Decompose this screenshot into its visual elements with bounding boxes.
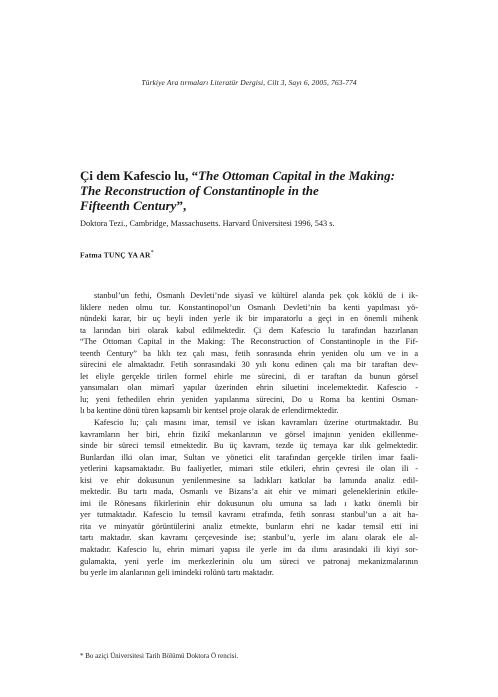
footnote-marker: * xyxy=(150,250,154,256)
body-line: ta larından biri olarak kabul edilmektedir. Çi dem Kafescio lu tarafından hazırlanan xyxy=(80,325,418,335)
body-line: rita ve minyatür görüntülerini analiz etmekte, bunların ehri ne kadar temsil etti ini xyxy=(80,521,418,531)
body-line: let eliyle gerçekle tirilen formel ehirle me sürecini, di er taraftan da bunun görsel xyxy=(80,371,418,381)
footnote: * Bo aziçi Üniversitesi Tarih Bölümü Doktora Ö rencisi. xyxy=(80,652,239,660)
title-author-prefix: Çi dem Kafescio lu, “ xyxy=(80,168,199,183)
title-suffix: ”, xyxy=(176,198,187,213)
body-line: maktadır. Kafescio lu, ehrin mimari yapısı ile yerle im da ılımı arasındaki ili kiyi sor- xyxy=(80,545,418,555)
body-line: Kafescio lu; çalı masını imar, temsil ve iskan kavramları üzerine oturtmaktadır. Bu xyxy=(94,418,418,428)
body-line: kavramların her biri, ehrin fizikî mekanlarının ve görsel imajının yeniden ekillenme- xyxy=(80,429,418,439)
journal-citation: Türkiye Ara tırmaları Literatür Dergisi, Cilt 3, Sayı 6, 2005, 763-774 xyxy=(141,78,357,87)
title-italic-line-3: Fifteenth Century xyxy=(80,198,177,213)
body-line: nündeki karar, bir uç beyli inden yerle ik bir imparatorlu a geçi in en önemli mihenk xyxy=(80,314,418,324)
reviewer-name-text: Fatma TUNÇ YA AR xyxy=(80,250,151,260)
publication-details: Doktora Tezi., Cambridge, Massachusetts. Harvard Üniversitesi 1996, 543 s. xyxy=(80,219,335,228)
body-line: gulamakta, yeni yerle im merkezlerinin olu um süreci ve patronaj mekanizmalarının xyxy=(80,556,418,566)
body-line: imi ile Rönesans fikirlerinin ehir dokusunun olu umuna sa ladı ı katkı önemli bir xyxy=(80,498,418,508)
title-italic-line-2: The Reconstruction of Constantinople in the xyxy=(80,183,319,198)
reviewer-name xyxy=(80,250,154,260)
body-text xyxy=(80,290,418,579)
body-line: yetlerini kapsamaktadır. Bu faaliyetler, mimari stile etkileri, ehrin çevresi ile olan ili - xyxy=(80,464,418,474)
body-line: yansımaları olan mimarî yapılar üzerinden ehrin siluetini incelemektedir. Kafescio - xyxy=(80,383,418,393)
body-line: “The Ottoman Capital in the Making: The Reconstruction of Constantinople in the Fif- xyxy=(80,337,418,347)
body-line: teenth Century” ba lıklı tez çalı ması, fetih sonrasında ehrin yeniden olu um ve in a xyxy=(80,348,418,358)
review-title xyxy=(80,168,420,213)
body-line: Bunlardan ilki olan imar, Sultan ve yönetici elit tarafından gerçekle tirilen imar faali- xyxy=(80,452,418,462)
body-line: lı ba kentine dönü türen kapsamlı bir kentsel proje olarak de erlendirmektedir. xyxy=(80,406,339,416)
body-line: mektedir. Bu tartı mada, Osmanlı ve Bizans’a ait ehir ve mimari geleneklerinin etkile- xyxy=(80,487,418,497)
title-italic-line-1: The Ottoman Capital in the Making: xyxy=(198,168,395,183)
body-line: liklere neden olmu tur. Konstantinopol’un Osmanlı Devleti’nin ba kenti yapılması yö- xyxy=(80,302,418,312)
body-line: kisi ve ehir dokusunun yenilenmesine sa ladıkları katkılar ba lamında analiz edil- xyxy=(80,475,418,485)
body-line: bu yerle im alanlarının geli imindeki rolünü tartı maktadır. xyxy=(80,568,274,578)
body-line: sürecini ele almaktadır. Fetih sonrasındaki 30 yılı konu edinen çalı ma bir taraftan dev- xyxy=(80,360,418,370)
body-line: stanbul’un fethi, Osmanlı Devleti’nde siyasî ve kültürel alanda pek çok köklü de i ik- xyxy=(94,291,418,300)
body-line: sinde bir süreci temsil etmektedir. Bu üç kavram, tezde üç temaya kar ılık gelmektedir. xyxy=(80,441,418,451)
body-line: lu; yeni fethedilen ehrin yeniden yapılanma sürecini, Do u Roma ba kentini Osman- xyxy=(80,394,418,404)
body-line: tartı maktadır. skan kavramı çerçevesinde ise; stanbul’u, yerle im alanı olarak ele al- xyxy=(80,533,418,543)
body-line: yer tutmaktadır. Kafescio lu temsil kavramı etrafında, fetih sonrası stanbul’un a ait ha- xyxy=(80,510,418,520)
